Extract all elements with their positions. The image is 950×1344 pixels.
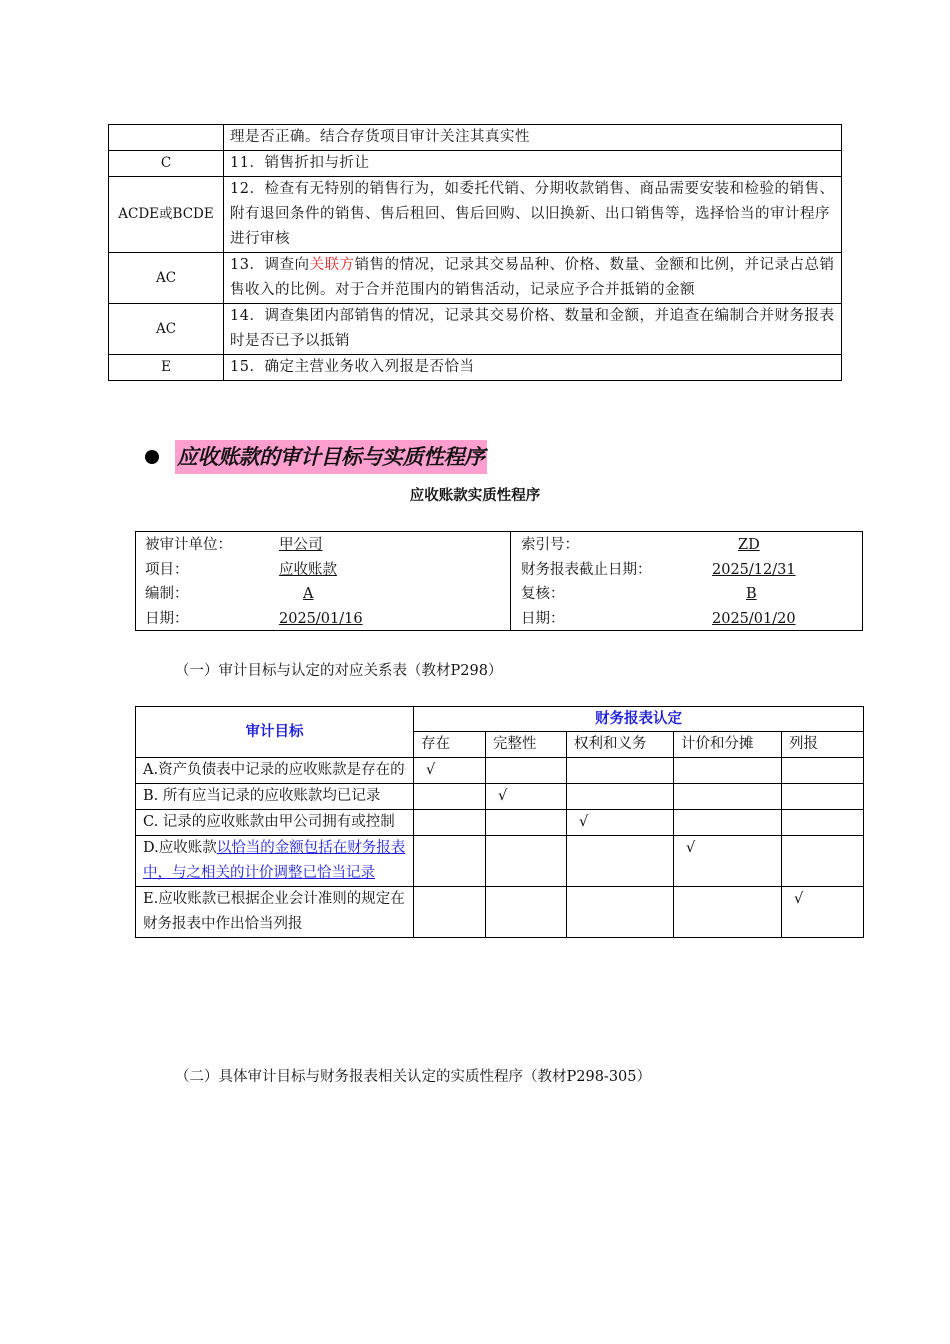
procedure-cell — [224, 253, 842, 304]
procedure-text: 销售的情况，记录其交易品种、价格、数量、金额和比例，并记录占总销售收入的比例。对于合并范围内的销售活动，记录应予合并抵销的金额 — [230, 257, 835, 298]
table-row — [136, 836, 864, 887]
table-title: 应收账款实质性程序 — [409, 488, 541, 504]
empty-cell — [567, 784, 674, 810]
empty-cell — [782, 784, 864, 810]
column-header-valuation: 计价和分摊 — [674, 732, 782, 758]
goal-cell: A.资产负债表中记录的应收账款是存在的 — [136, 758, 414, 784]
table-row — [136, 758, 864, 784]
column-header-rights: 权利和义务 — [567, 732, 674, 758]
index-label: 索引号： — [521, 537, 579, 553]
note-assertion-table: （一）审计目标与认定的对应关系表（教材P298） — [175, 663, 503, 679]
table-header-row — [136, 707, 864, 732]
period-label: 财务报表截止日期： — [521, 562, 652, 578]
prepare-date-value: 2025/01/16 — [279, 611, 363, 627]
unit-value: 甲公司 — [279, 537, 323, 553]
index-value: ZD — [738, 537, 760, 553]
goal-cell: C. 记录的应收账款由甲公司拥有或控制 — [136, 810, 414, 836]
empty-cell — [486, 836, 567, 887]
table-row — [109, 151, 842, 177]
date-label: 日期： — [145, 611, 189, 627]
procedure-text: 13．调查向 — [230, 257, 310, 273]
empty-cell — [782, 758, 864, 784]
code-cell: AC — [109, 304, 224, 355]
workpaper-header-box — [135, 531, 863, 631]
empty-cell — [674, 810, 782, 836]
code-cell: ACDE或BCDE — [109, 177, 224, 253]
preparer-value: A — [303, 586, 314, 602]
check-mark: √ — [674, 836, 782, 887]
assertion-header: 财务报表认定 — [414, 707, 864, 732]
goal-header: 审计目标 — [136, 707, 414, 758]
procedure-cell: 12．检查有无特别的销售行为，如委托代销、分期收款销售、商品需要安装和检验的销售、附有退回条件的销售、售后租回、售后回购、以旧换新、出口销售等，选择恰当的审计程序进行审核 — [224, 177, 842, 253]
empty-cell — [414, 887, 486, 938]
empty-cell — [414, 810, 486, 836]
check-mark: √ — [567, 810, 674, 836]
table-row — [109, 177, 842, 253]
empty-cell — [674, 758, 782, 784]
goal-cell: B. 所有应当记录的应收账款均已记录 — [136, 784, 414, 810]
empty-cell — [486, 758, 567, 784]
assertion-table — [135, 706, 864, 938]
reviewer-value: B — [746, 586, 757, 602]
preparer-label: 编制： — [145, 586, 189, 602]
section-heading: 应收账款的审计目标与实质性程序 — [175, 440, 487, 474]
check-mark: √ — [486, 784, 567, 810]
check-mark: √ — [414, 758, 486, 784]
empty-cell — [782, 810, 864, 836]
code-cell: E — [109, 355, 224, 381]
empty-cell — [567, 836, 674, 887]
note-procedures: （二）具体审计目标与财务报表相关认定的实质性程序（教材P298-305） — [175, 1069, 652, 1085]
code-cell — [109, 125, 224, 151]
date-label: 日期： — [521, 611, 565, 627]
column-header-completeness: 完整性 — [486, 732, 567, 758]
empty-cell — [567, 887, 674, 938]
goal-link[interactable]: 以恰当的金额包括在财务报表中，与之相关的计价调整已恰当记录 — [143, 840, 406, 881]
table-row — [109, 253, 842, 304]
procedure-cell: 11．销售折扣与折让 — [224, 151, 842, 177]
table-row — [109, 304, 842, 355]
table-row — [109, 355, 842, 381]
procedure-cell: 15．确定主营业务收入列报是否恰当 — [224, 355, 842, 381]
column-header-presentation: 列报 — [782, 732, 864, 758]
goal-cell — [136, 836, 414, 887]
procedure-cell: 14．调查集团内部销售的情况，记录其交易价格、数量和金额，并追查在编制合并财务报表时是否已予以抵销 — [224, 304, 842, 355]
empty-cell — [782, 836, 864, 887]
empty-cell — [674, 784, 782, 810]
empty-cell — [414, 784, 486, 810]
divider — [510, 532, 511, 631]
table-row — [136, 810, 864, 836]
goal-cell: E.应收账款已根据企业会计准则的规定在财务报表中作出恰当列报 — [136, 887, 414, 938]
empty-cell — [486, 887, 567, 938]
code-cell: C — [109, 151, 224, 177]
bullet-icon — [145, 450, 159, 464]
empty-cell — [567, 758, 674, 784]
table-row — [136, 887, 864, 938]
review-date-value: 2025/01/20 — [712, 611, 796, 627]
unit-label: 被审计单位： — [145, 537, 232, 553]
related-party-term: 关联方 — [309, 257, 355, 273]
column-header-existence: 存在 — [414, 732, 486, 758]
goal-text: D.应收账款 — [143, 840, 217, 856]
item-value: 应收账款 — [279, 562, 337, 578]
procedure-table — [108, 124, 842, 381]
code-cell: AC — [109, 253, 224, 304]
table-row — [136, 784, 864, 810]
empty-cell — [414, 836, 486, 887]
item-label: 项目： — [145, 562, 189, 578]
empty-cell — [486, 810, 567, 836]
reviewer-label: 复核： — [521, 586, 565, 602]
period-value: 2025/12/31 — [712, 562, 796, 578]
procedure-cell: 理是否正确。结合存货项目审计关注其真实性 — [224, 125, 842, 151]
check-mark: √ — [782, 887, 864, 938]
empty-cell — [674, 887, 782, 938]
table-row — [109, 125, 842, 151]
